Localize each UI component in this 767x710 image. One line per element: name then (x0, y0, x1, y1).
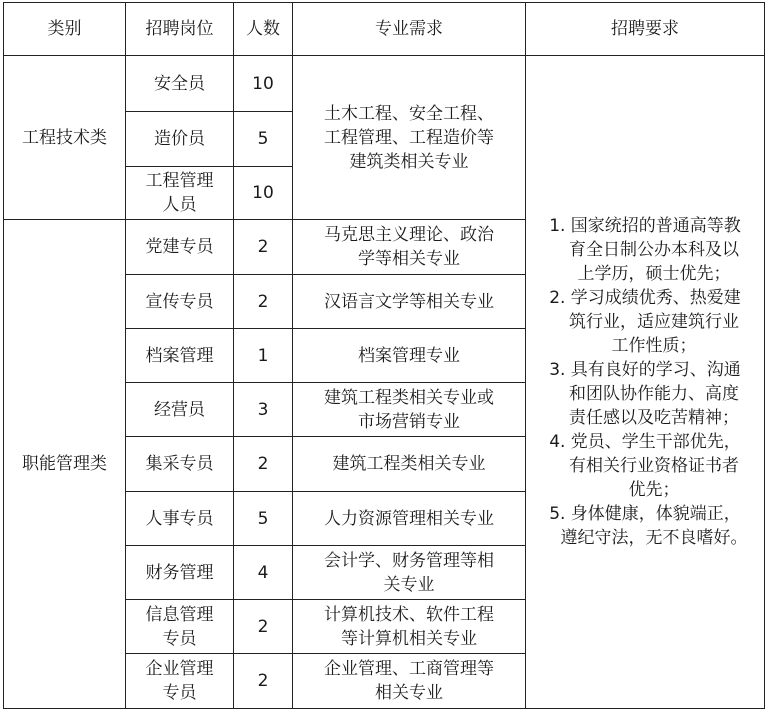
major-line: 人力资源管理相关专业 (324, 508, 494, 529)
count-cell: 2 (234, 437, 293, 492)
major-line: 工程管理、工程造价等 (324, 127, 494, 148)
requirement-item (530, 502, 760, 550)
count-cell: 10 (234, 56, 293, 112)
requirement-line: 5. 身体健康，体貌端正， (549, 504, 741, 524)
requirement-item (530, 214, 760, 286)
table-body (4, 56, 765, 709)
position-cell (126, 112, 234, 167)
header-category: 类别 (4, 3, 126, 56)
position-cell (126, 220, 234, 275)
major-line: 建筑类相关专业 (349, 151, 469, 172)
position-cell (126, 383, 234, 437)
major-cell (293, 329, 526, 383)
position-line: 造价员 (154, 129, 205, 149)
major-cell (293, 654, 526, 709)
requirement-line: 1. 国家统招的普通高等教 (549, 216, 741, 236)
position-cell (126, 275, 234, 329)
requirement-line: 和团队协作能力、高度 (569, 384, 739, 404)
major-line: 市场营销专业 (358, 411, 460, 432)
major-line: 学等相关专业 (358, 249, 460, 269)
major-line: 汉语言文学等相关专业 (324, 291, 494, 312)
position-line: 经营员 (154, 399, 205, 420)
major-cell (293, 383, 526, 437)
major-line: 会计学、财务管理等相 (324, 550, 494, 571)
major-cell (293, 220, 526, 275)
position-line: 集采专员 (145, 454, 214, 474)
requirement-line: 育全日制公办本科及以 (569, 240, 739, 260)
requirement-line: 遵纪守法，无不良嗜好。 (560, 528, 748, 548)
position-cell (126, 492, 234, 546)
position-line: 信息管理 (145, 604, 214, 625)
requirements-cell (526, 56, 765, 709)
requirement-item (530, 286, 760, 358)
position-line: 专员 (162, 683, 197, 703)
position-cell (126, 654, 234, 709)
header-position: 招聘岗位 (126, 3, 234, 56)
position-line: 档案管理 (145, 345, 214, 366)
major-line: 土木工程、安全工程、 (324, 103, 494, 124)
major-line: 马克思主义理论、政治 (324, 225, 494, 245)
requirement-line: 优先； (628, 480, 680, 500)
category-cell: 职能管理类 (4, 220, 126, 709)
count-cell: 1 (234, 329, 293, 383)
position-line: 企业管理 (145, 659, 214, 679)
count-cell: 2 (234, 600, 293, 654)
position-cell (126, 546, 234, 600)
major-line: 计算机技术、软件工程 (324, 604, 494, 625)
position-line: 专员 (162, 628, 197, 649)
major-line: 关专业 (383, 574, 435, 595)
header-row (4, 3, 765, 56)
major-cell (293, 492, 526, 546)
position-cell (126, 56, 234, 112)
count-cell: 2 (234, 275, 293, 329)
header-count: 人数 (234, 3, 293, 56)
table-row (4, 56, 765, 112)
major-line: 建筑工程类相关专业或 (324, 387, 494, 408)
requirement-line: 筑行业，适应建筑行业 (569, 312, 739, 332)
count-cell: 2 (234, 654, 293, 709)
header-requirements: 招聘要求 (526, 3, 765, 56)
requirement-line: 工作性质； (611, 336, 697, 356)
recruitment-table (3, 2, 765, 709)
major-line: 企业管理、工商管理等 (324, 659, 494, 679)
requirement-line: 3. 具有良好的学习、沟通 (549, 360, 741, 380)
requirement-line: 责任感以及吃苦精神； (569, 408, 739, 428)
major-line: 档案管理专业 (358, 345, 460, 366)
count-cell: 5 (234, 492, 293, 546)
position-line: 工程管理 (145, 171, 214, 191)
position-cell (126, 437, 234, 492)
position-cell (126, 167, 234, 220)
requirement-line: 有相关行业资格证书者 (569, 456, 739, 476)
position-cell (126, 600, 234, 654)
count-cell: 5 (234, 112, 293, 167)
major-line: 建筑工程类相关专业 (332, 454, 486, 474)
position-cell (126, 329, 234, 383)
position-line: 财务管理 (145, 562, 214, 583)
requirement-item (530, 358, 760, 430)
count-cell: 10 (234, 167, 293, 220)
major-line: 相关专业 (375, 683, 443, 703)
position-line: 人员 (162, 195, 197, 215)
major-cell (293, 275, 526, 329)
header-major: 专业需求 (293, 3, 526, 56)
position-line: 党建专员 (145, 237, 214, 257)
count-cell: 4 (234, 546, 293, 600)
category-cell: 工程技术类 (4, 56, 126, 220)
major-line: 等计算机相关专业 (341, 628, 477, 649)
major-cell (293, 437, 526, 492)
major-cell (293, 56, 526, 220)
position-line: 人事专员 (145, 508, 214, 529)
position-line: 安全员 (154, 73, 205, 94)
major-cell (293, 546, 526, 600)
count-cell: 2 (234, 220, 293, 275)
requirement-item (530, 430, 760, 502)
position-line: 宣传专员 (145, 291, 214, 312)
requirement-line: 上学历，硕士优先； (577, 264, 731, 284)
count-cell: 3 (234, 383, 293, 437)
requirement-line: 2. 学习成绩优秀、热爱建 (549, 288, 741, 308)
major-cell (293, 600, 526, 654)
requirement-line: 4. 党员、学生干部优先， (549, 432, 741, 452)
